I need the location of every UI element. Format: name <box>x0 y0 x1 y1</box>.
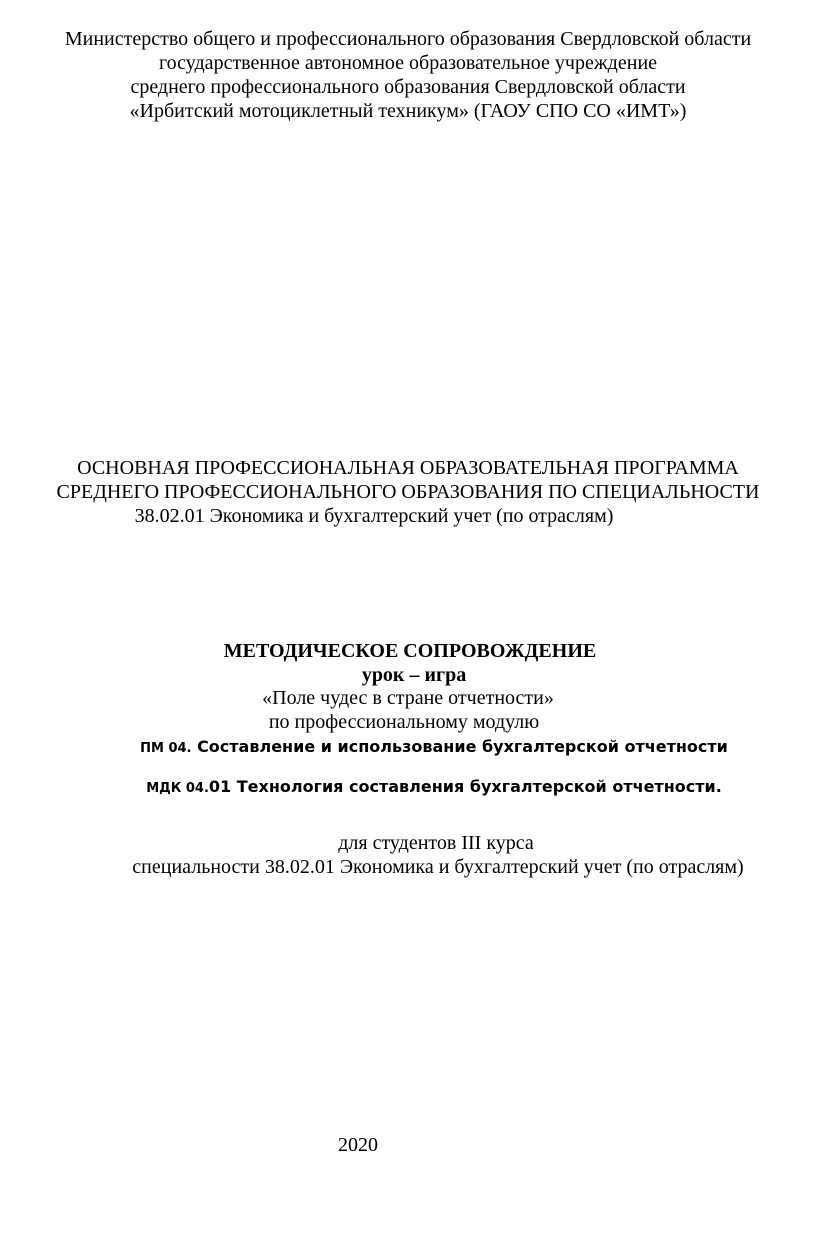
audience-course-line: для студентов III курса <box>338 832 534 854</box>
pm-code: ПМ 04. <box>140 741 192 756</box>
education-level-line: среднего профессионального образования Свердловской области <box>130 76 686 98</box>
audience-specialty-line: специальности 38.02.01 Экономика и бухгалтерский учет (по отраслям) <box>132 856 744 878</box>
mdk-title: Технология составления бухгалтерской отчетности. <box>236 777 722 796</box>
program-title-line-2: СРЕДНЕГО ПРОФЕССИОНАЛЬНОГО ОБРАЗОВАНИЯ ПО СПЕЦИАЛЬНОСТИ <box>56 481 760 503</box>
institution-type-line: государственное автономное образовательное учреждение <box>158 52 658 74</box>
mdk-line <box>26 779 816 795</box>
mdk-code-prefix: МДК 04. <box>146 781 209 796</box>
document-heading: МЕТОДИЧЕСКОЕ СОПРОВОЖДЕНИЕ <box>223 640 597 662</box>
module-intro: по профессиональному модулю <box>268 711 540 733</box>
document-subheading: урок – игра <box>361 664 467 686</box>
mdk-code-number: 01 <box>208 777 232 796</box>
program-specialty-line: 38.02.01 Экономика и бухгалтерский учет (по отраслям) <box>134 505 614 527</box>
lesson-name: «Поле чудес в стране отчетности» <box>262 687 554 709</box>
pm-line <box>26 739 816 755</box>
pm-title: Составление и использование бухгалтерской отчетности <box>197 737 728 756</box>
program-title-line-1: ОСНОВНАЯ ПРОФЕССИОНАЛЬНАЯ ОБРАЗОВАТЕЛЬНАЯ ПРОГРАММА <box>77 457 739 479</box>
ministry-line: Министерство общего и профессионального образования Свердловской области <box>64 28 752 50</box>
institution-name-line: «Ирбитский мотоциклетный техникум» (ГАОУ СПО СО «ИМТ») <box>129 100 687 122</box>
document-year: 2020 <box>338 1134 378 1156</box>
